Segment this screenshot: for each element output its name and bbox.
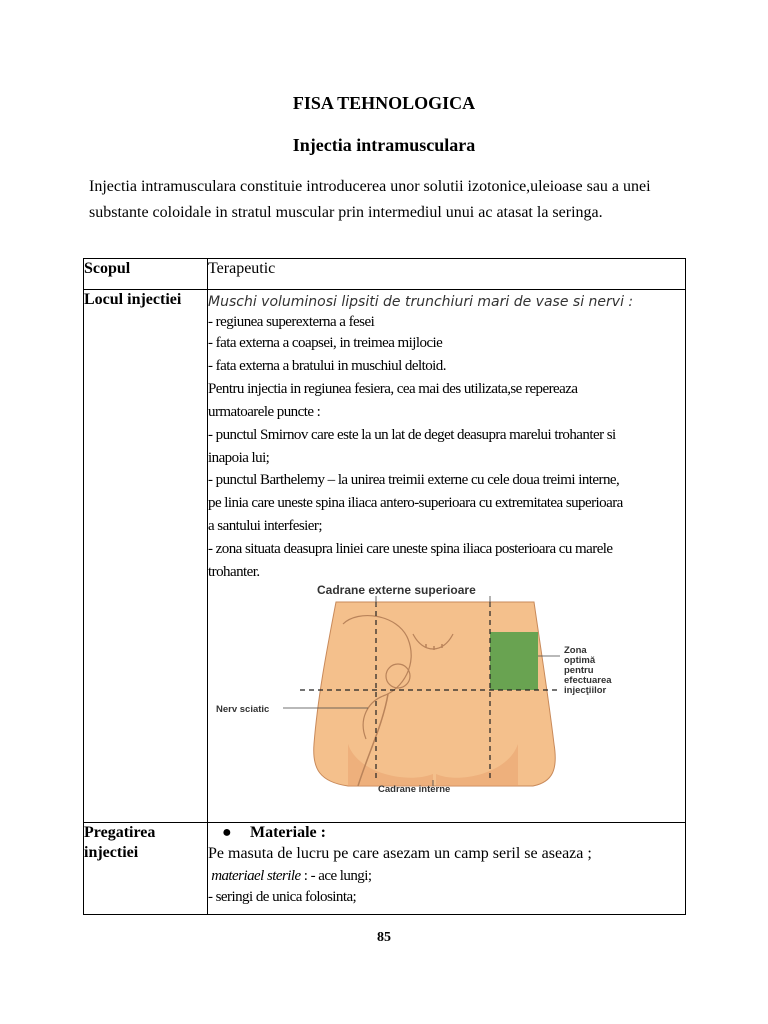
locul-line: a santului interfesier; bbox=[208, 518, 322, 535]
page-subtitle: Injectia intramusculara bbox=[292, 135, 476, 155]
intro-paragraph: Injectia intramusculara constituie introducerea unor solutii izotonice,uleioase sau a unei substante coloidale in stratul muscular prin intermediul unui ac atasat la seringa. bbox=[89, 178, 651, 221]
locul-line: trohanter. bbox=[208, 564, 260, 581]
table-row bbox=[84, 823, 686, 915]
page-number: 85 bbox=[377, 930, 391, 945]
zone-label-line: optimă bbox=[564, 654, 596, 666]
label-cadrane-interne: Cadrane interne bbox=[378, 783, 451, 795]
row-value-scopul: Terapeutic bbox=[208, 259, 686, 290]
row-value-locul bbox=[208, 290, 686, 823]
sterile-materials-italic: materiael sterile bbox=[211, 868, 301, 884]
label-nerv-sciatic: Nerv sciatic bbox=[216, 703, 270, 715]
locul-line: urmatoarele puncte : bbox=[208, 403, 321, 420]
locul-line: - regiunea superexterna a fesei bbox=[208, 314, 375, 330]
locul-line: - zona situata deasupra liniei care uneste spina iliaca posterioara cu marele bbox=[208, 541, 613, 558]
table-row bbox=[84, 259, 686, 290]
locul-line: - fata externa a coapsei, in treimea mijlocie bbox=[208, 335, 443, 351]
sterile-materials-rest: : - ace lungi; bbox=[303, 868, 372, 884]
pregatirea-line: Pe masuta de lucru pe care asezam un camp seril se aseaza ; bbox=[208, 845, 592, 862]
label-zona-optima bbox=[564, 646, 612, 696]
locul-line: inapoia lui; bbox=[208, 449, 270, 466]
gluteal-quadrants-figure bbox=[208, 584, 628, 814]
locul-line: - punctul Barthelemy – la unirea treimii externe cu cele doua treimi interne, bbox=[208, 472, 620, 489]
label-cadrane-externe: Cadrane externe superioare bbox=[317, 582, 476, 597]
locul-line: Pentru injectia in regiunea fesiera, cea mai des utilizata,se repereaza bbox=[208, 380, 578, 397]
locul-line: - fata externa a bratului in muschiul deltoid. bbox=[208, 357, 446, 374]
locul-line: pe linia care uneste spina iliaca antero-superioara cu extremitatea superioara bbox=[208, 495, 623, 512]
locul-line: - punctul Smirnov care este la un lat de deget deasupra marelui trohanter si bbox=[208, 426, 616, 443]
page-title: FISA TEHNOLOGICA bbox=[292, 93, 476, 113]
locul-intro: Muschi voluminosi lipsiti de trunchiuri mari de vase si nervi : bbox=[208, 294, 634, 310]
materiale-bullet bbox=[208, 823, 685, 843]
procedure-table bbox=[83, 258, 686, 915]
optimal-zone bbox=[490, 632, 538, 690]
row-value-pregatirea bbox=[208, 823, 686, 915]
table-row bbox=[84, 290, 686, 823]
row-header-pregatirea: Pregatirea injectiei bbox=[84, 823, 208, 915]
zone-label-line: Zona bbox=[564, 644, 587, 656]
row-header-locul: Locul injectiei bbox=[84, 290, 208, 823]
pregatirea-line bbox=[208, 865, 685, 887]
zone-label-line: efectuarea bbox=[564, 674, 612, 686]
zone-label-line: injecţiilor bbox=[564, 684, 607, 696]
pregatirea-line: - seringi de unica folosinta; bbox=[208, 889, 357, 905]
zone-label-line: pentru bbox=[564, 664, 594, 676]
row-header-scopul: Scopul bbox=[84, 259, 208, 290]
materiale-label: Materiale : bbox=[250, 824, 326, 841]
bullet-icon: ● bbox=[222, 824, 232, 841]
